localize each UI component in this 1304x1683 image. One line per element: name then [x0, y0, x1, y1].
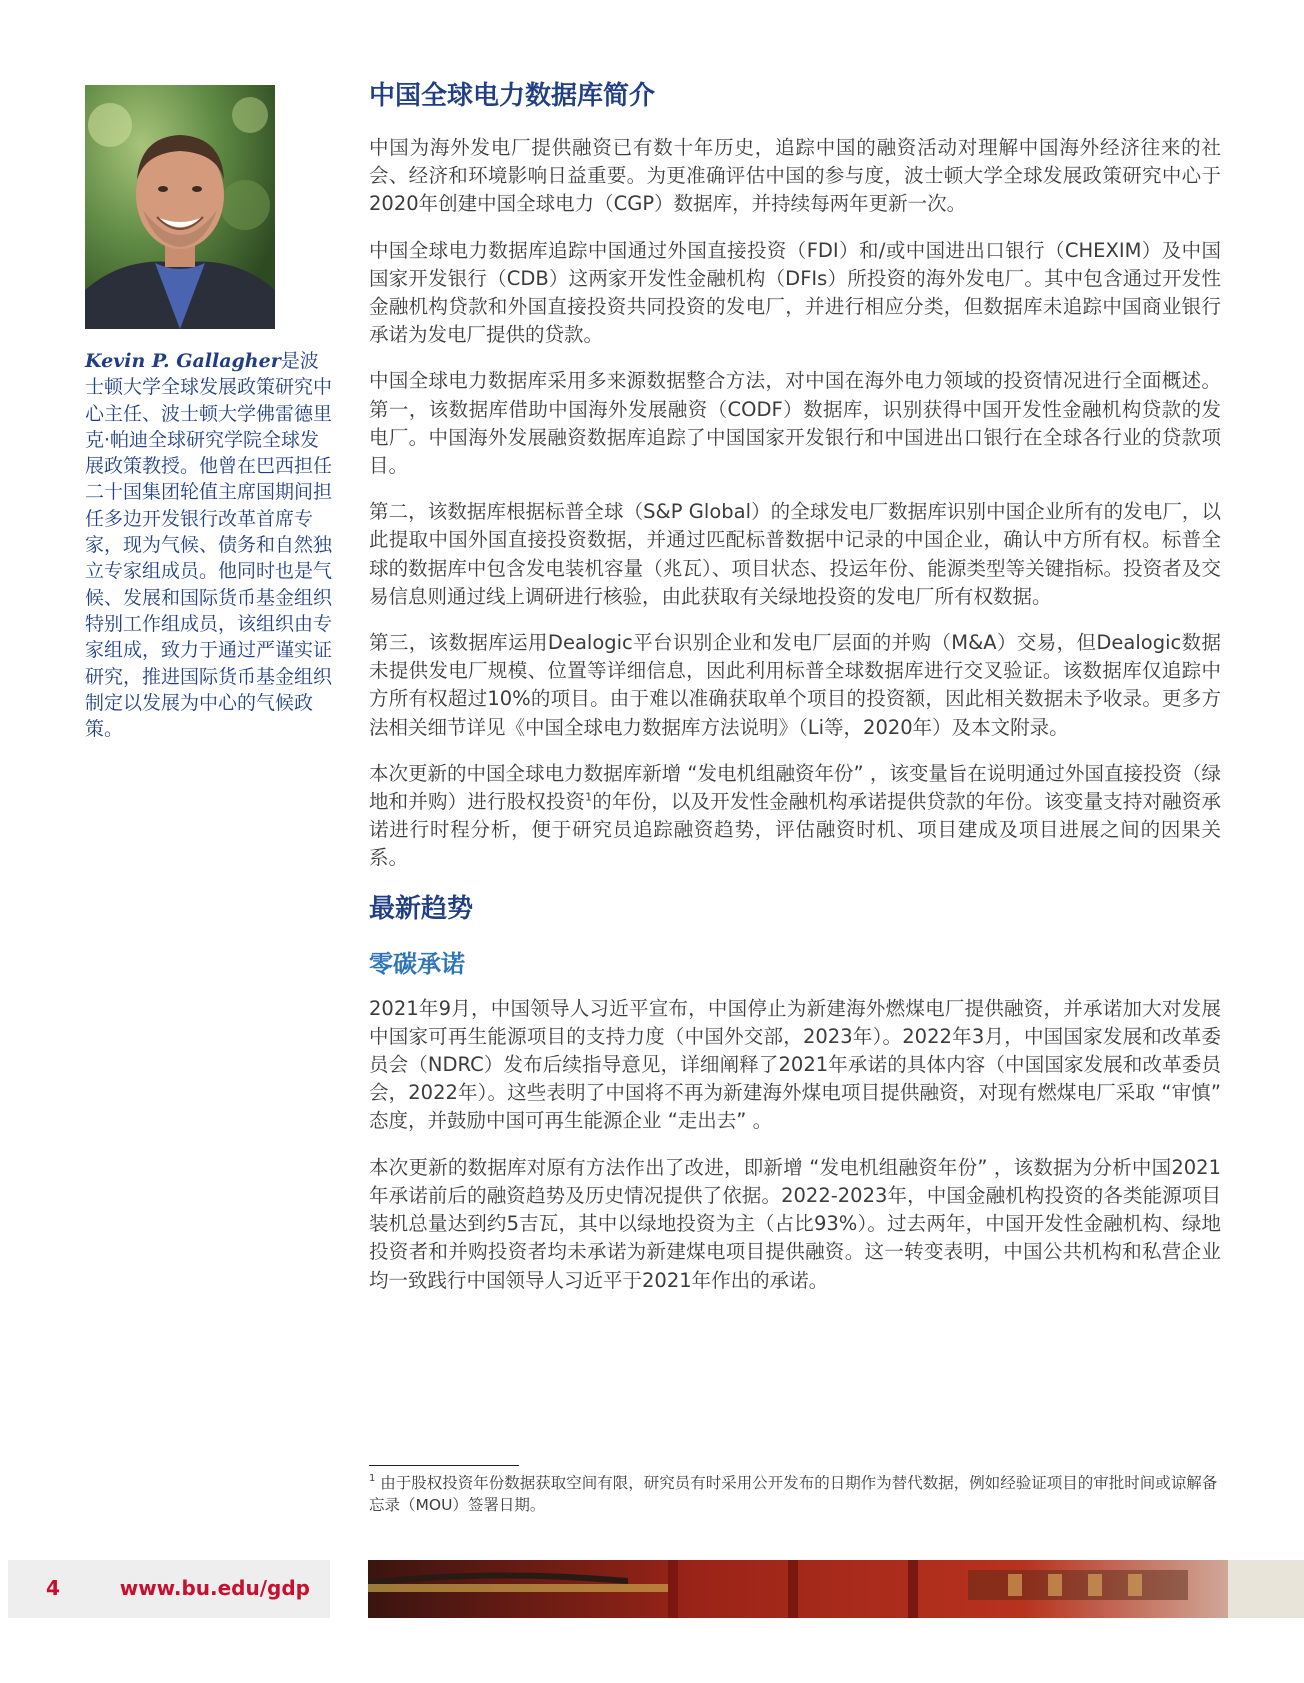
paragraph: 本次更新的数据库对原有方法作出了改进，即新增 “发电机组融资年份” ，该数据为分析中国2021年承诺前后的融资趋势及历史情况提供了依据。2022-2023年，中国金融机构投资的各类能源项目装机总量达到约5吉瓦，其中以绿地投资为主（占比93%）。过去两年，中国开发性金融机构、绿地投资者和并购投资者均未承诺为新建煤电项目提供融资。这一转变表明，中国公共机构和私营企业均一致践行中国领导人习近平于2021年作出的承诺。	[369, 1155, 1221, 1292]
author-name: Kevin P. Gallagher	[85, 350, 281, 372]
paragraph-text: 的年份，以及开发性金融机构承诺提供贷款的年份。该变量支持对融资承诺进行时程分析，便于研究员追踪融资趋势，评估融资时机、项目建成及项目进展之间的因果关系。	[369, 790, 1221, 870]
paragraph: 第二，该数据库根据标普全球（S&P Global）的全球发电厂数据库识别中国企业所有的发电厂，以此提取中国外国直接投资数据，并通过匹配标普数据中记录的中国企业，确认中方所有权。标普全球的数据库中包含发电装机容量（兆瓦）、项目状态、投运年份、能源类型等关键指标。投资者及交易信息则通过线上调研进行核验，由此获取有关绿地投资的发电厂所有权数据。	[369, 500, 1221, 608]
footer-banner-image	[368, 1560, 1304, 1618]
footnote-divider	[369, 1465, 519, 1466]
footer-bar	[8, 1560, 330, 1618]
subsection-title-zero-carbon: 零碳承诺	[369, 949, 465, 978]
paragraph: 中国全球电力数据库追踪中国通过外国直接投资（FDI）和/或中国进出口银行（CHEXIM）及中国国家开发银行（CDB）这两家开发性金融机构（DFIs）所投资的海外发电厂。其中包含通过开发性金融机构贷款和外国直接投资共同投资的发电厂，并进行相应分类，但数据库未追踪中国商业银行承诺为发电厂提供的贷款。	[369, 238, 1221, 347]
section-title-latest-trends: 最新趋势	[369, 893, 474, 924]
paragraph: 2021年9月，中国领导人习近平宣布，中国停止为新建海外燃煤电厂提供融资，并承诺加大对发展中国家可再生能源项目的支持力度（中国外交部，2023年）。2022年3月，中国国家发展和改革委员会（NDRC）发布后续指导意见，详细阐释了2021年承诺的具体内容（中国国家发展和改革委员会，2022年）。这些表明了中国将不再为新建海外煤电项目提供融资，对现有燃煤电厂采取 “审慎” 态度，并鼓励中国可再生能源企业 “走出去” 。	[369, 996, 1221, 1133]
paragraph: 中国为海外发电厂提供融资已有数十年历史，追踪中国的融资活动对理解中国海外经济往来的社会、经济和环境影响日益重要。为更准确评估中国的参与度，波士顿大学全球发展政策研究中心于2020年创建中国全球电力（CGP）数据库，并持续每两年更新一次。	[369, 136, 1221, 216]
footnote-ref[interactable]: 1	[585, 790, 593, 804]
footnote-marker: 1	[369, 1473, 376, 1484]
footnote	[369, 1472, 1221, 1516]
paragraph-text: 本次更新的中国全球电力数据库新增 “发电机组融资年份” ，该变量旨在说明通过外国直接投资（绿地和并购）进行股权投资	[369, 761, 1221, 814]
author-bio	[85, 348, 335, 742]
author-photo	[85, 85, 275, 329]
author-bio-text: 是波士顿大学全球发展政策研究中心主任、波士顿大学佛雷德里克·帕迪全球研究学院全球发展政策教授。他曾在巴西担任二十国集团轮值主席国期间担任多边开发银行改革首席专家，现为气候、债务和自然独立专家组成员。他同时也是气候、发展和国际货币基金组织特别工作组成员，该组织由专家组成，致力于通过严谨实证研究，推进国际货币基金组织制定以发展为中心的气候政策。	[85, 350, 333, 741]
paragraph	[369, 760, 1221, 873]
main-column	[369, 78, 1221, 1313]
footer-url-link[interactable]: www.bu.edu/gdp	[119, 1576, 310, 1600]
footnote-text: 由于股权投资年份数据获取空间有限，研究员有时采用公开发布的日期作为替代数据，例如经验证项目的审批时间或谅解备忘录（MOU）签署日期。	[369, 1474, 1218, 1514]
paragraph: 中国全球电力数据库采用多来源数据整合方法，对中国在海外电力领域的投资情况进行全面概述。第一，该数据库借助中国海外发展融资（CODF）数据库，识别获得中国开发性金融机构贷款的发电厂。中国海外发展融资数据库追踪了中国国家开发银行和中国进出口银行在全球各行业的贷款项目。	[369, 369, 1221, 478]
paragraph: 第三，该数据库运用Dealogic平台识别企业和发电厂层面的并购（M&A）交易，但Dealogic数据未提供发电厂规模、位置等详细信息，因此利用标普全球数据库进行交叉验证。该数据库仅追踪中方所有权超过10%的项目。由于难以准确获取单个项目的投资额，因此相关数据未予收录。更多方法相关细节详见《中国全球电力数据库方法说明》（Li等，2020年）及本文附录。	[369, 631, 1221, 739]
section-title-database-intro: 中国全球电力数据库简介	[369, 81, 656, 111]
page-number: 4	[46, 1576, 60, 1600]
